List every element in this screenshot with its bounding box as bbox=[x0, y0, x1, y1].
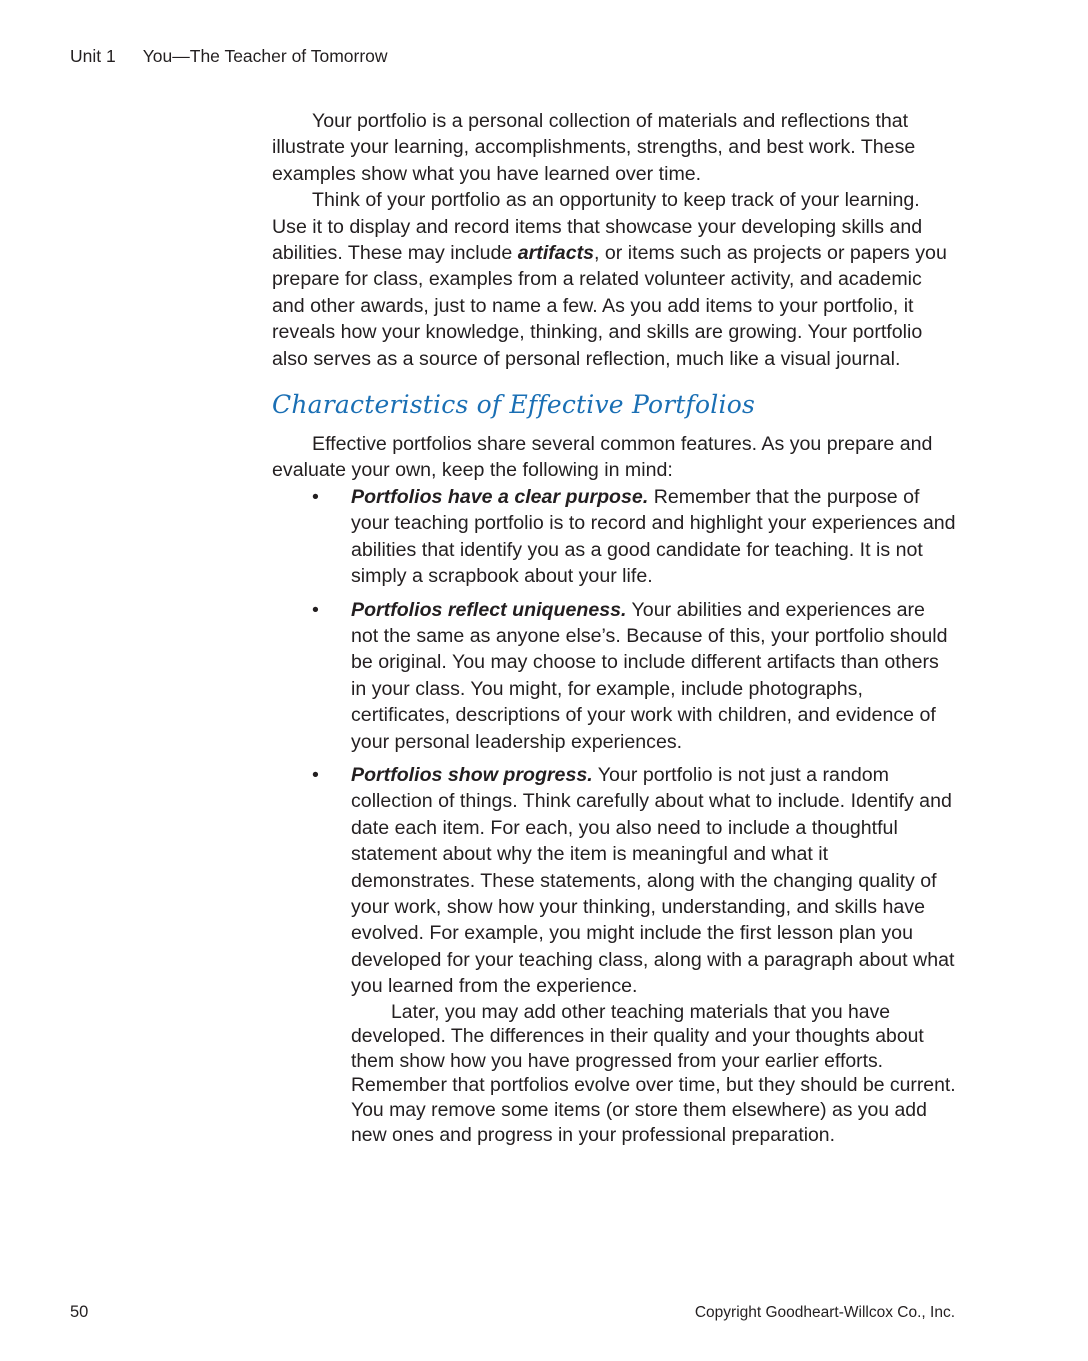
list-item-clear-purpose bbox=[272, 484, 956, 590]
intro-paragraph-2-text-before: Think of your portfolio as an opportunity to keep track of your learning. Use it to display and record items that showcase your developing skills and abilities. These may include bbox=[272, 189, 923, 265]
unit-title: You—The Teacher of Tomorrow bbox=[142, 46, 388, 66]
bullet-title: Portfolios have a clear purpose. bbox=[351, 485, 649, 508]
page-content bbox=[272, 108, 956, 1154]
bullet-icon: • bbox=[312, 485, 319, 508]
bullet-text: Your abilities and experiences are not the same as anyone else’s. Because of this, your portfolio should be original. You may choose to include different artifacts than others in your class. You might, for example, include photographs, certificates, descriptions of your work with children, and evidence of your personal leadership experiences. bbox=[351, 598, 948, 753]
running-header bbox=[70, 46, 388, 67]
bullet-icon: • bbox=[312, 598, 319, 621]
characteristics-list bbox=[272, 484, 956, 1147]
intro-paragraph-2-text-after: , or items such as projects or papers you prepare for class, examples from a related volunteer activity, and academic and other awards, just to name a few. As you add items to your portfolio, it reveals how your knowledge, thinking, and skills are growing. Your portfolio also serves as a source of personal reflection, much like a visual journal. bbox=[272, 242, 947, 370]
section-lead-paragraph: Effective portfolios share several common features. As you prepare and evaluate your own, keep the following in mind: bbox=[272, 433, 933, 482]
bullet-text: Your portfolio is not just a random collection of things. Think carefully about what to include. Identify and date each item. For each, you also need to include a thoughtful statement about why the item is meaningful and what it demonstrates. These statements, along with the changing quality of your work, show how your thinking, understanding, and skills have evolved. For example, you might include the first lesson plan you developed for your teaching class, along with a paragraph about what you learned from the experience. bbox=[351, 763, 955, 998]
page-number: 50 bbox=[70, 1303, 89, 1321]
bullet-title: Portfolios reflect uniqueness. bbox=[351, 598, 627, 621]
bullet-text: Remember that the purpose of your teaching portfolio is to record and highlight your experiences and abilities that identify you as a good candidate for teaching. It is not simply a scrapbook about your life. bbox=[351, 485, 956, 588]
key-term-artifacts: artifacts bbox=[517, 242, 595, 265]
bullet-title: Portfolios show progress. bbox=[351, 763, 593, 786]
intro-paragraph-2 bbox=[272, 187, 956, 372]
unit-label: Unit 1 bbox=[70, 46, 116, 66]
copyright-notice: Copyright Goodheart-Willcox Co., Inc. bbox=[694, 1304, 955, 1321]
list-item-progress bbox=[272, 762, 956, 1147]
bullet-continuation-paragraph: Later, you may add other teaching materials that you have developed. The differences in their quality and your thoughts about them show how you have progressed from your earlier efforts. Remember that portfolios evolve over time, but they should be current. You may remove some items (or store them elsewhere) as you add new ones and progress in your professional preparation. bbox=[351, 1000, 956, 1146]
section-heading: Characteristics of Effective Portfolios bbox=[272, 390, 755, 420]
intro-paragraph-1: Your portfolio is a personal collection of materials and reflections that illustrate your learning, accomplishments, strengths, and best work. These examples show what you have learned over time. bbox=[272, 110, 916, 185]
list-item-uniqueness bbox=[272, 597, 956, 755]
bullet-icon: • bbox=[312, 763, 319, 786]
